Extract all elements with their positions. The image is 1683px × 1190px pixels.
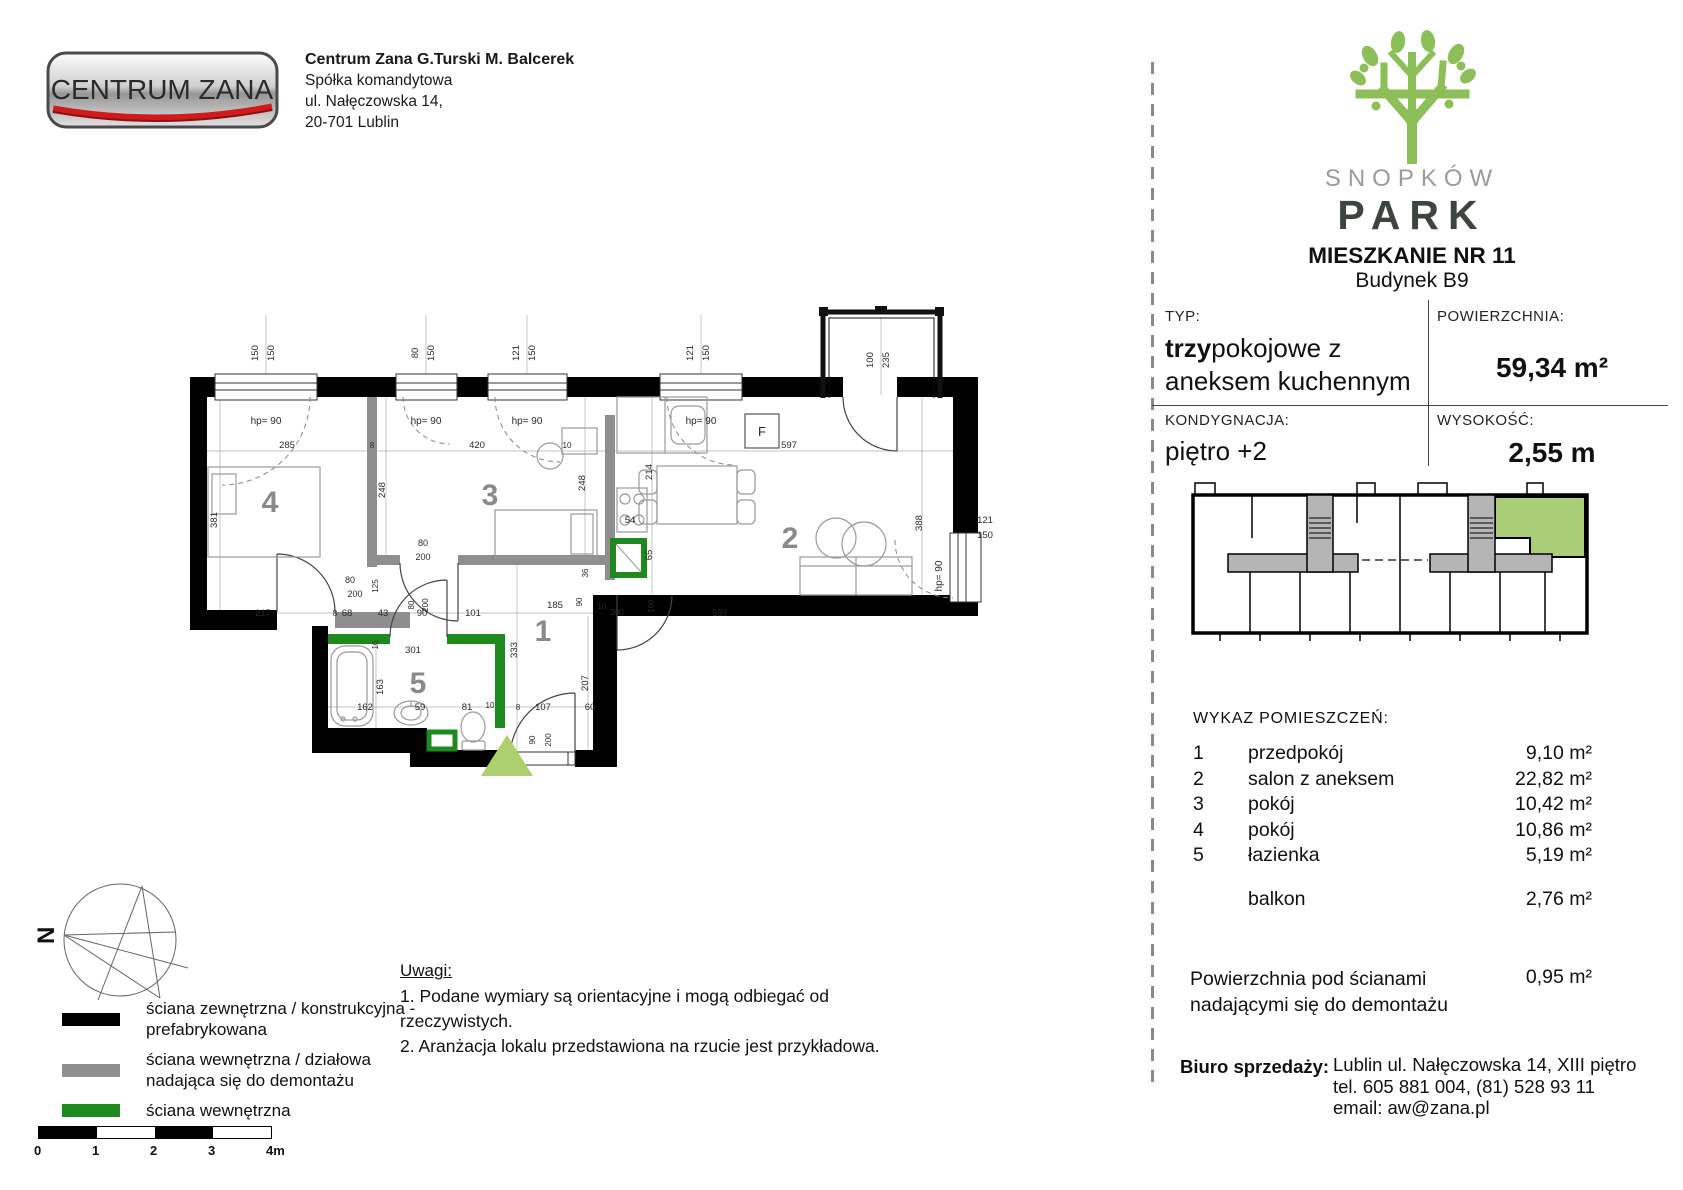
dim-label: hp= 90 bbox=[511, 416, 543, 427]
height-label: WYSOKOŚĆ: bbox=[1437, 412, 1535, 429]
dim-label: 121 bbox=[685, 345, 696, 361]
type-prefix: trzy bbox=[1165, 333, 1212, 363]
bathtub bbox=[331, 646, 373, 726]
room-label-4: 4 bbox=[261, 486, 279, 519]
type-label: TYP: bbox=[1165, 308, 1201, 325]
dim-label: 248 bbox=[377, 482, 388, 498]
dim-label: 59 bbox=[414, 702, 426, 713]
dim-label: 81 bbox=[461, 702, 473, 713]
dim-label: 10 bbox=[562, 441, 572, 450]
floor-label: KONDYGNACJA: bbox=[1165, 412, 1290, 429]
window-4 bbox=[660, 374, 742, 400]
balcony-row bbox=[1193, 888, 1592, 914]
dim-label: 200 bbox=[415, 552, 431, 562]
room-no: 2 bbox=[1193, 767, 1204, 790]
area-label: POWIERZCHNIA: bbox=[1437, 308, 1565, 325]
bed-room3 bbox=[495, 510, 597, 558]
sofa bbox=[800, 557, 912, 595]
dim-label: 90 bbox=[575, 597, 584, 607]
dim-label: 121 bbox=[977, 515, 993, 526]
room-label-5: 5 bbox=[409, 667, 427, 700]
scale-label-3: 3 bbox=[208, 1143, 216, 1158]
room-row bbox=[1193, 819, 1592, 845]
legend-item-2 bbox=[62, 1100, 415, 1121]
window-right bbox=[950, 533, 981, 602]
note-line-1: rzeczywistych. bbox=[400, 1011, 513, 1031]
logo-text: CENTRUM ZANA bbox=[50, 74, 274, 105]
dim-label: 10 bbox=[597, 602, 607, 611]
legend-text: ściana zewnętrzna / konstrukcyjna - prefabrykowana bbox=[146, 999, 416, 1039]
company-address bbox=[305, 49, 574, 133]
office-line-2: email: aw@zana.pl bbox=[1333, 1097, 1490, 1118]
dim-label: hp= 90 bbox=[934, 560, 945, 592]
note-line-2: 2. Aranżacja lokalu przedstawiona na rzucie jest przykładowa. bbox=[400, 1036, 880, 1056]
dim-label: 68 bbox=[341, 608, 353, 619]
estate-type: PARK bbox=[1337, 192, 1487, 238]
room-area: 5,19 m² bbox=[1525, 844, 1592, 866]
room-area: 10,86 m² bbox=[1515, 818, 1592, 841]
room-no: 4 bbox=[1193, 818, 1204, 841]
dim-label: 10 bbox=[485, 701, 495, 710]
window-3 bbox=[488, 374, 567, 400]
room-list bbox=[1193, 742, 1592, 870]
centrum-zana-logo bbox=[45, 50, 280, 130]
dining-table bbox=[639, 466, 755, 524]
dim-label: 235 bbox=[881, 352, 892, 368]
sales-office-label: Biuro sprzedaży: bbox=[1180, 1056, 1330, 1077]
scale-seg-2 bbox=[97, 1127, 155, 1138]
window-1 bbox=[215, 374, 317, 400]
type-value bbox=[1165, 332, 1411, 398]
notes-title: Uwagi: bbox=[400, 961, 452, 980]
dim-label: 80 bbox=[344, 575, 356, 585]
dim-label: 150 bbox=[527, 345, 538, 361]
dim-label: 333 bbox=[509, 642, 520, 658]
legend-swatch bbox=[62, 1064, 120, 1077]
dim-label: 65 bbox=[644, 549, 655, 561]
balcony-name: balkon bbox=[1248, 888, 1306, 910]
dim-label: 163 bbox=[375, 679, 386, 695]
dim-label: 107 bbox=[535, 702, 551, 713]
room-row bbox=[1193, 844, 1592, 870]
room-label-1: 1 bbox=[534, 615, 552, 648]
dim-label: 285 bbox=[279, 440, 295, 451]
dim-label: 248 bbox=[577, 475, 588, 491]
company-line-3: 20-701 Lublin bbox=[305, 114, 399, 131]
estate-name: SNOPKÓW bbox=[1324, 165, 1500, 192]
room-area: 10,42 m² bbox=[1515, 793, 1592, 815]
dim-label: 90 bbox=[416, 608, 428, 619]
windows bbox=[215, 374, 981, 602]
dim-label: 150 bbox=[250, 345, 261, 361]
dim-label: 162 bbox=[357, 702, 373, 713]
scale-label-0: 0 bbox=[34, 1143, 42, 1158]
dim-label: 217 bbox=[255, 608, 271, 619]
dim-label: 109 bbox=[647, 599, 656, 613]
room-no: 5 bbox=[1193, 844, 1204, 866]
demolition-row bbox=[1190, 966, 1592, 1018]
room-number-labels bbox=[262, 479, 799, 700]
dim-label: hp= 90 bbox=[685, 416, 717, 427]
door-balcony bbox=[843, 397, 897, 451]
office-line-0: Lublin ul. Nałęczowska 14, XIII piętro bbox=[1333, 1054, 1637, 1075]
dim-label: 36 bbox=[581, 568, 590, 578]
window-swing-arcs bbox=[222, 397, 953, 598]
company-line-0: Centrum Zana G.Turski M. Balcerek bbox=[305, 51, 575, 68]
dim-label: 597 bbox=[712, 608, 728, 619]
demolition-name: Powierzchnia pod ścianami nadającymi się do demontażu bbox=[1190, 968, 1448, 1016]
dim-label: 10 bbox=[371, 640, 380, 650]
scale-label-2: 2 bbox=[150, 1143, 158, 1158]
wall-legend bbox=[62, 998, 415, 1130]
scale-seg-4 bbox=[213, 1127, 271, 1138]
dim-label: 8 bbox=[332, 609, 338, 618]
scale-label-1: 1 bbox=[92, 1143, 100, 1158]
compass-lines bbox=[64, 886, 188, 1000]
dim-label: 101 bbox=[465, 608, 481, 619]
decor-circles bbox=[816, 518, 886, 566]
dim-label: 200 bbox=[610, 608, 624, 617]
room-row bbox=[1193, 768, 1592, 794]
compass-north-label: N bbox=[33, 926, 60, 944]
dim-label: hp= 90 bbox=[250, 416, 282, 427]
scale-label-4m: 4m bbox=[266, 1143, 285, 1158]
window-2 bbox=[396, 374, 457, 400]
floor-value: piętro +2 bbox=[1165, 436, 1267, 466]
dim-label: 185 bbox=[547, 600, 563, 611]
toilet bbox=[461, 712, 485, 750]
room-name: salon z aneksem bbox=[1248, 767, 1395, 790]
room-row bbox=[1193, 742, 1592, 768]
dim-label: 150 bbox=[701, 345, 712, 361]
dim-label: 381 bbox=[209, 512, 220, 528]
office-line-1: tel. 605 881 004, (81) 528 93 11 bbox=[1333, 1075, 1595, 1097]
dim-label: 200 bbox=[544, 733, 553, 747]
building-name: Budynek B9 bbox=[1355, 269, 1469, 292]
dim-label: 150 bbox=[977, 530, 993, 541]
room-area: 22,82 m² bbox=[1515, 767, 1592, 790]
dim-label: 150 bbox=[426, 345, 437, 361]
dim-label: 597 bbox=[781, 440, 797, 451]
legend-swatch bbox=[62, 1104, 120, 1117]
height-value: 2,55 m bbox=[1508, 437, 1596, 468]
scale-bar bbox=[38, 1126, 272, 1139]
spec-divider-horizontal bbox=[1152, 405, 1668, 406]
legend-item-1 bbox=[62, 1049, 415, 1091]
compass-circle bbox=[64, 884, 176, 996]
notes-lines bbox=[400, 984, 1060, 1059]
company-line-1: Spółka komandytowa bbox=[305, 72, 453, 89]
dim-label: 200 bbox=[421, 598, 430, 612]
type-rest: pokojowe z bbox=[1211, 333, 1342, 363]
dim-label: 8 bbox=[369, 441, 375, 450]
scale-labels bbox=[34, 1143, 298, 1163]
scale-seg-1 bbox=[39, 1127, 97, 1138]
sales-office-lines bbox=[1333, 1054, 1636, 1119]
dim-label: 125 bbox=[371, 579, 380, 593]
balcony-area: 2,76 m² bbox=[1525, 888, 1592, 910]
floor-plan-svg bbox=[185, 305, 1005, 785]
legend-text: ściana wewnętrzna / działowa nadająca się do demontażu bbox=[146, 1050, 371, 1090]
note-line-0: 1. Podane wymiary są orientacyjne i mogą odbiegać od bbox=[400, 986, 829, 1006]
room-no: 1 bbox=[1193, 742, 1204, 764]
dim-label: 80 bbox=[410, 347, 421, 359]
dim-label: 420 bbox=[469, 440, 485, 451]
dim-label: 60 bbox=[584, 702, 596, 713]
dim-label: 150 bbox=[266, 345, 277, 361]
room-name: pokój bbox=[1248, 818, 1295, 841]
type-line2: aneksem kuchennym bbox=[1165, 366, 1411, 396]
building-key-plan bbox=[1190, 478, 1590, 646]
dim-label: 80 bbox=[417, 538, 429, 548]
legend-item-0 bbox=[62, 998, 415, 1040]
room-row bbox=[1193, 793, 1592, 819]
bath-shaft bbox=[429, 732, 455, 749]
door-room4 bbox=[277, 554, 335, 612]
scale-seg-3 bbox=[155, 1127, 213, 1138]
room-label-3: 3 bbox=[481, 479, 499, 512]
dim-label: 388 bbox=[914, 515, 925, 531]
dim-label: 90 bbox=[528, 735, 537, 745]
dim-label: 80 bbox=[407, 600, 416, 610]
dim-label: 200 bbox=[347, 589, 363, 599]
dim-label: 54 bbox=[624, 515, 636, 526]
room-list-title: WYKAZ POMIESZCZEŃ: bbox=[1193, 710, 1389, 727]
dim-label: 8 bbox=[515, 703, 521, 712]
apartment-title: MIESZKANIE NR 11 bbox=[1308, 243, 1516, 268]
dim-label: 207 bbox=[580, 675, 591, 691]
snopkow-tree-logo bbox=[1340, 26, 1485, 164]
dim-label: 301 bbox=[405, 645, 421, 656]
room-name: pokój bbox=[1248, 793, 1295, 815]
area-value: 59,34 m² bbox=[1495, 352, 1609, 383]
legend-swatch bbox=[62, 1013, 120, 1026]
keyplan-balconies bbox=[1195, 483, 1543, 495]
dim-label: hp= 90 bbox=[410, 416, 442, 427]
room-area: 9,10 m² bbox=[1525, 742, 1592, 764]
room-name: przedpokój bbox=[1248, 742, 1344, 764]
dim-label: 100 bbox=[865, 352, 876, 368]
dim-label: F bbox=[758, 424, 766, 439]
company-line-2: ul. Nałęczowska 14, bbox=[305, 93, 443, 110]
room-label-2: 2 bbox=[781, 522, 799, 555]
room-name: łazienka bbox=[1248, 844, 1320, 866]
spec-divider-vertical bbox=[1428, 300, 1429, 466]
dim-label: 43 bbox=[377, 608, 389, 619]
dim-label: 121 bbox=[511, 345, 522, 361]
demolition-area: 0,95 m² bbox=[1525, 966, 1592, 988]
dim-label: 214 bbox=[644, 464, 655, 480]
room-no: 3 bbox=[1193, 793, 1204, 815]
compass bbox=[28, 860, 218, 1010]
legend-text: ściana wewnętrzna bbox=[146, 1101, 291, 1120]
